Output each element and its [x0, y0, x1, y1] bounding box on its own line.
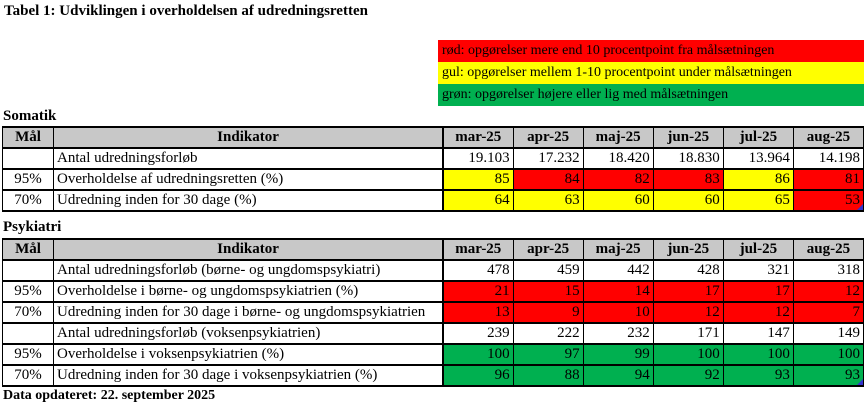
value-cell: 100	[723, 344, 793, 365]
table-header-row	[3, 127, 864, 148]
value-cell: 64	[443, 190, 513, 211]
value-cell: 239	[443, 323, 513, 344]
value-cell: 459	[513, 260, 583, 281]
column-header-month: aug-25	[793, 127, 863, 148]
value-cell: 18.830	[653, 148, 723, 169]
column-header-month: maj-25	[583, 127, 653, 148]
color-legend	[438, 40, 864, 106]
section-label-psykiatri: Psykiatri	[3, 219, 62, 235]
value-cell: 81	[793, 169, 863, 190]
indicator-cell: Antal udredningsforløb	[54, 148, 443, 169]
column-header-month: jun-25	[653, 239, 723, 260]
corner-marker-icon	[857, 379, 863, 385]
value-cell: 65	[723, 190, 793, 211]
table-header-row	[3, 239, 864, 260]
indicator-cell: Udredning inden for 30 dage (%)	[54, 190, 443, 211]
value-cell: 17	[653, 281, 723, 302]
psykiatri-table	[2, 238, 864, 387]
value-cell: 318	[793, 260, 863, 281]
column-header-month: jun-25	[653, 127, 723, 148]
indicator-cell: Overholdelse i voksenpsykiatrien (%)	[54, 344, 443, 365]
value-cell: 18.420	[583, 148, 653, 169]
corner-marker-icon	[857, 204, 863, 210]
target-cell: 70%	[3, 190, 54, 211]
target-cell: 70%	[3, 365, 54, 386]
column-header-maal: Mål	[3, 127, 54, 148]
legend-item-yellow: gul: opgørelser mellem 1-10 procentpoint under målsætningen	[438, 62, 864, 84]
table-row	[3, 281, 864, 302]
value-cell: 94	[583, 365, 653, 386]
column-header-maal: Mål	[3, 239, 54, 260]
somatik-table	[2, 126, 864, 212]
value-cell: 12	[653, 302, 723, 323]
value-cell: 97	[513, 344, 583, 365]
value-cell	[793, 365, 863, 386]
value-cell: 7	[793, 302, 863, 323]
value-cell: 86	[723, 169, 793, 190]
value-text: 53	[845, 192, 860, 208]
target-cell	[3, 323, 54, 344]
target-cell: 95%	[3, 169, 54, 190]
value-cell: 19.103	[443, 148, 513, 169]
column-header-month: aug-25	[793, 239, 863, 260]
value-cell: 96	[443, 365, 513, 386]
value-cell: 17.232	[513, 148, 583, 169]
table-row	[3, 323, 864, 344]
column-header-month: mar-25	[443, 127, 513, 148]
target-cell: 95%	[3, 281, 54, 302]
indicator-cell: Udredning inden for 30 dage i børne- og ungdomspsykiatrien	[54, 302, 443, 323]
value-cell: 60	[583, 190, 653, 211]
value-cell: 14.198	[793, 148, 863, 169]
table-row	[3, 365, 864, 386]
value-cell: 149	[793, 323, 863, 344]
value-cell: 232	[583, 323, 653, 344]
column-header-month: maj-25	[583, 239, 653, 260]
value-cell: 100	[653, 344, 723, 365]
value-cell: 13	[443, 302, 513, 323]
column-header-indikator: Indikator	[54, 239, 443, 260]
value-cell: 21	[443, 281, 513, 302]
value-cell: 10	[583, 302, 653, 323]
indicator-cell: Overholdelse af udredningsretten (%)	[54, 169, 443, 190]
value-cell: 147	[723, 323, 793, 344]
value-cell: 99	[583, 344, 653, 365]
value-cell: 100	[443, 344, 513, 365]
table-row	[3, 148, 864, 169]
legend-item-green: grøn: opgørelser højere eller lig med målsætningen	[438, 84, 864, 106]
value-cell: 171	[653, 323, 723, 344]
value-cell: 442	[583, 260, 653, 281]
value-cell: 9	[513, 302, 583, 323]
column-header-indikator: Indikator	[54, 127, 443, 148]
value-cell: 222	[513, 323, 583, 344]
column-header-month: jul-25	[723, 239, 793, 260]
value-cell: 321	[723, 260, 793, 281]
section-label-somatik: Somatik	[3, 108, 57, 124]
value-cell: 428	[653, 260, 723, 281]
target-cell	[3, 260, 54, 281]
column-header-month: jul-25	[723, 127, 793, 148]
value-cell: 84	[513, 169, 583, 190]
table-row	[3, 344, 864, 365]
value-cell: 63	[513, 190, 583, 211]
value-cell: 85	[443, 169, 513, 190]
column-header-month: mar-25	[443, 239, 513, 260]
value-cell: 60	[653, 190, 723, 211]
indicator-cell: Antal udredningsforløb (voksenpsykiatrien)	[54, 323, 443, 344]
table-row	[3, 190, 864, 211]
indicator-cell: Antal udredningsforløb (børne- og ungdomspsykiatri)	[54, 260, 443, 281]
value-cell: 15	[513, 281, 583, 302]
value-text: 93	[845, 367, 860, 383]
target-cell: 95%	[3, 344, 54, 365]
value-cell: 13.964	[723, 148, 793, 169]
column-header-month: apr-25	[513, 127, 583, 148]
value-cell	[793, 190, 863, 211]
page-title: Tabel 1: Udviklingen i overholdelsen af udredningsretten	[4, 3, 368, 19]
table-row	[3, 260, 864, 281]
value-cell: 12	[793, 281, 863, 302]
value-cell: 12	[723, 302, 793, 323]
value-cell: 17	[723, 281, 793, 302]
value-cell: 100	[793, 344, 863, 365]
table-row	[3, 302, 864, 323]
value-cell: 82	[583, 169, 653, 190]
target-cell	[3, 148, 54, 169]
value-cell: 83	[653, 169, 723, 190]
target-cell: 70%	[3, 302, 54, 323]
value-cell: 478	[443, 260, 513, 281]
column-header-month: apr-25	[513, 239, 583, 260]
indicator-cell: Udredning inden for 30 dage i voksenpsykiatrien (%)	[54, 365, 443, 386]
value-cell: 92	[653, 365, 723, 386]
value-cell: 88	[513, 365, 583, 386]
value-cell: 93	[723, 365, 793, 386]
value-cell: 14	[583, 281, 653, 302]
data-updated-note: Data opdateret: 22. september 2025	[3, 388, 216, 403]
table-row	[3, 169, 864, 190]
indicator-cell: Overholdelse i børne- og ungdomspsykiatrien (%)	[54, 281, 443, 302]
legend-item-red: rød: opgørelser mere end 10 procentpoint fra målsætningen	[438, 40, 864, 62]
